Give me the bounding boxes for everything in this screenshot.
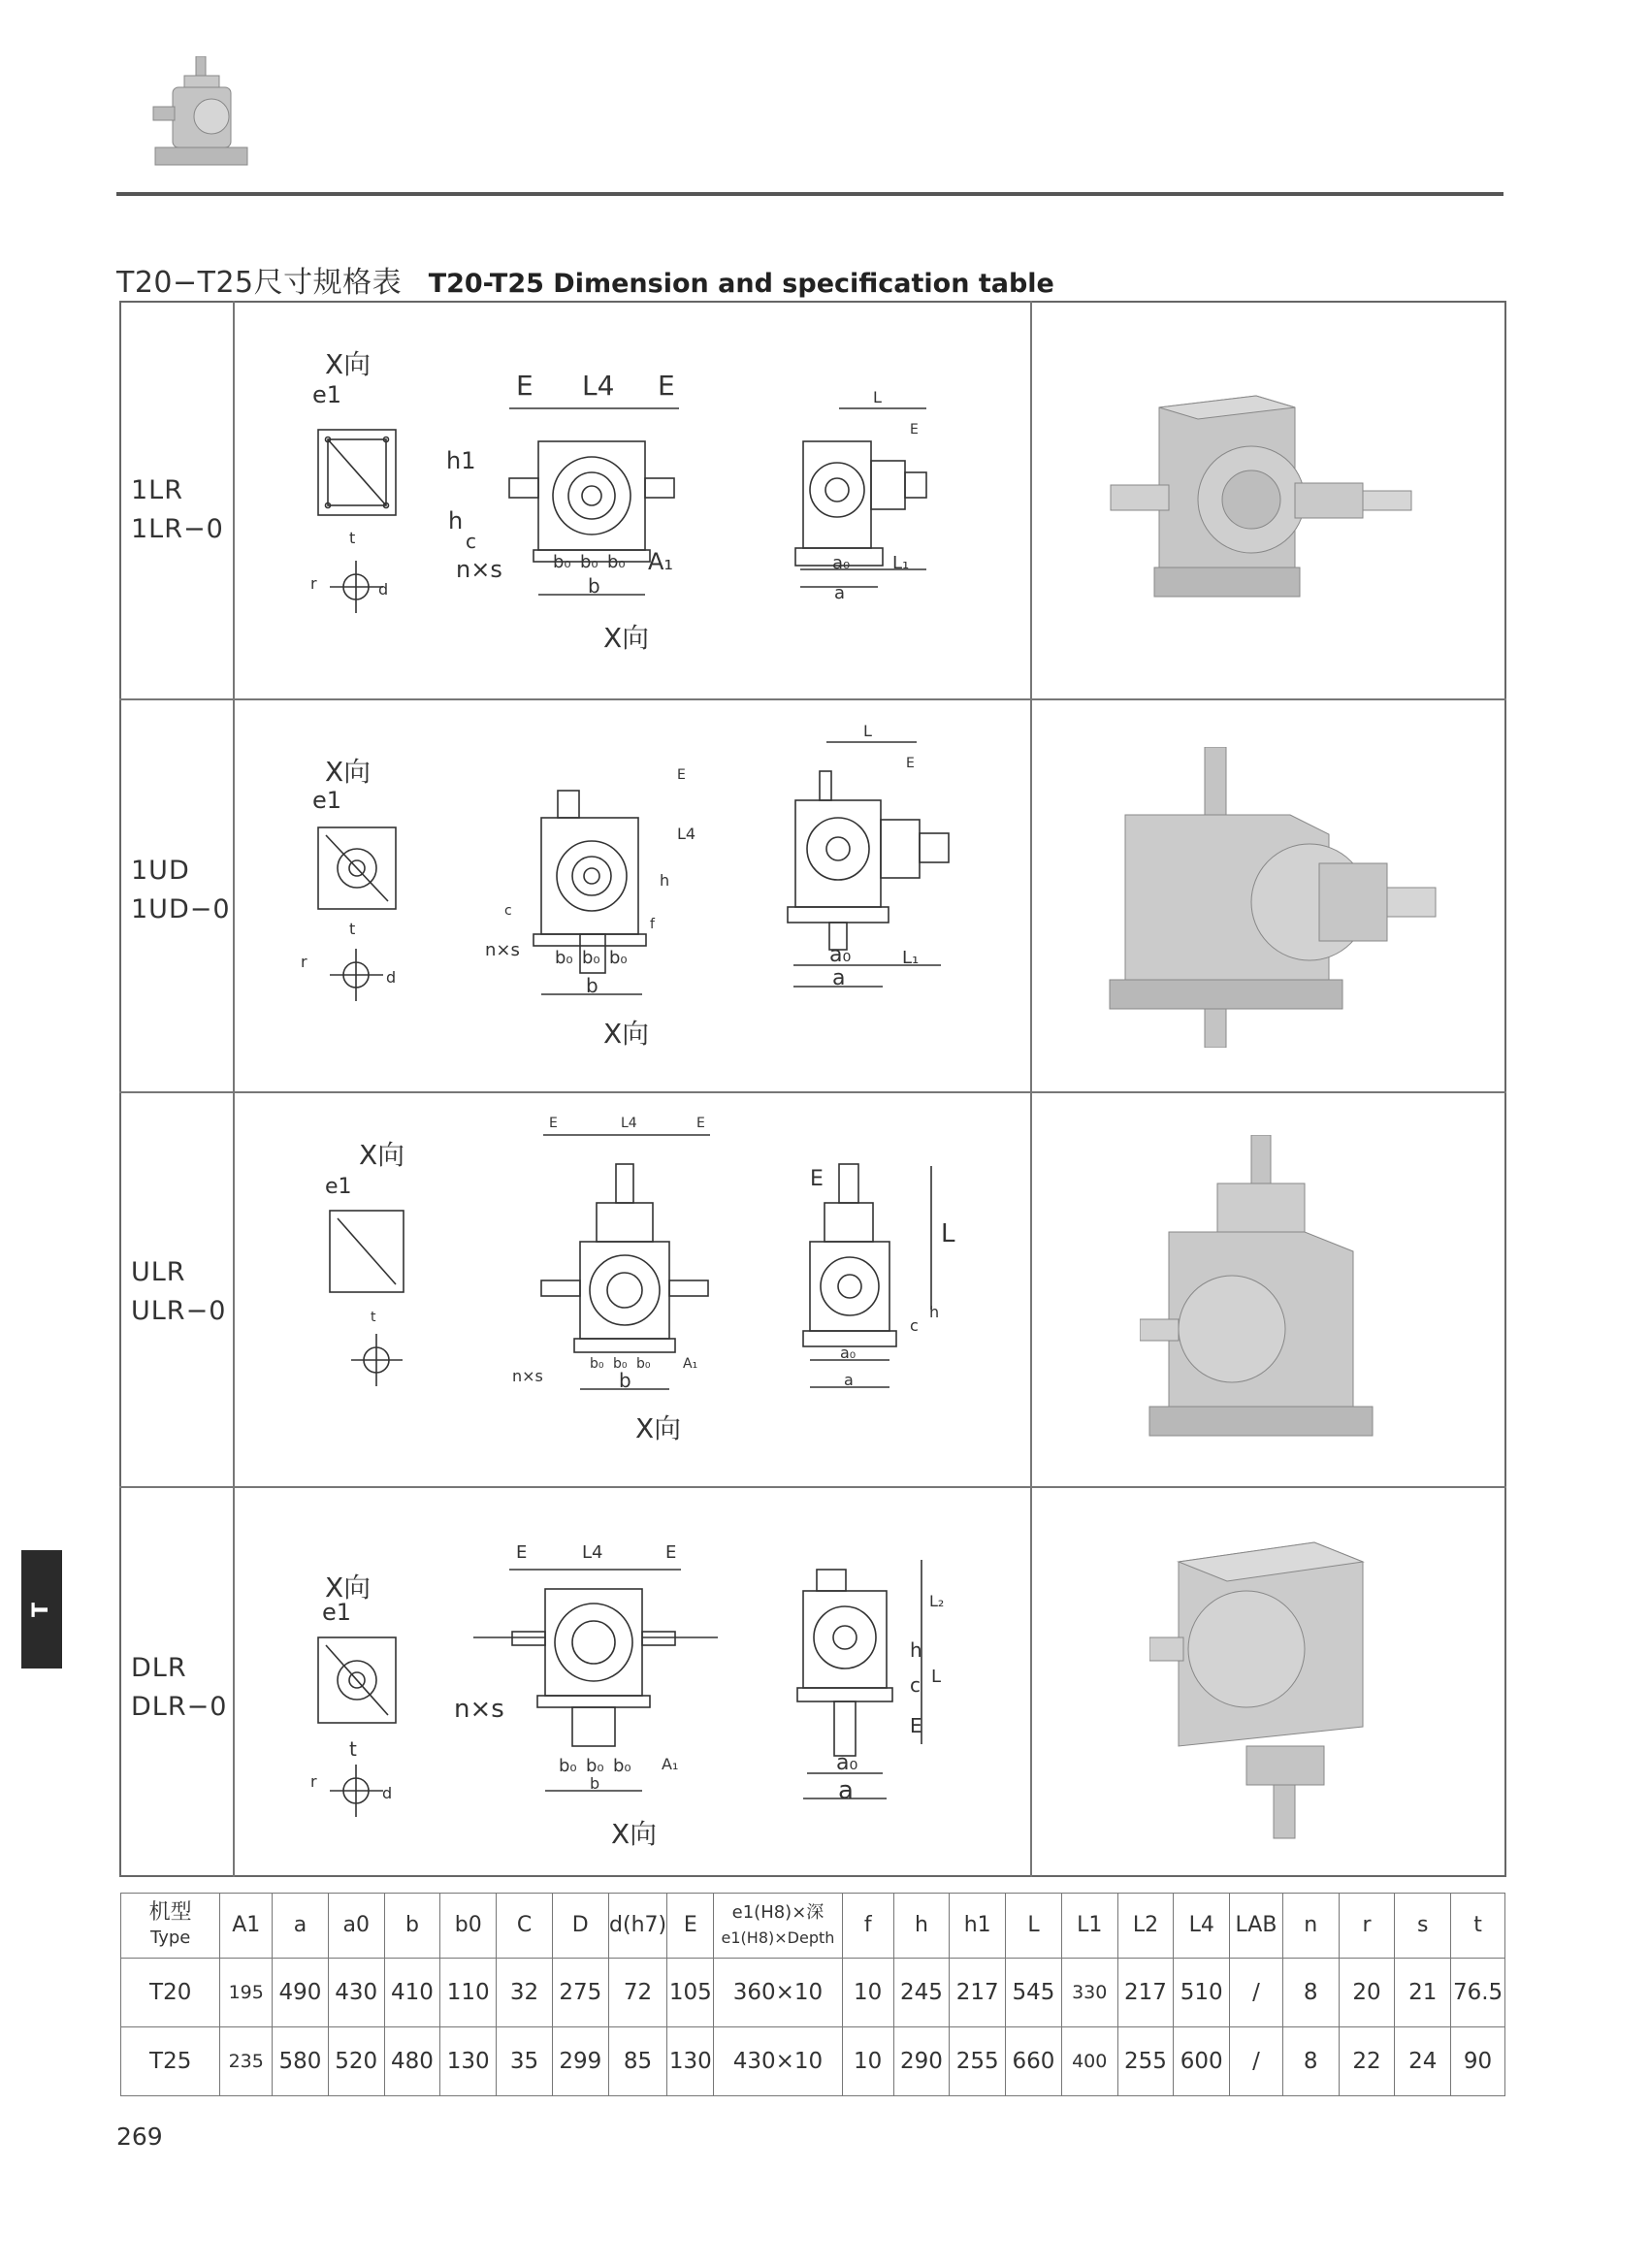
x-dir-label: X向	[611, 1818, 658, 1850]
drawing-dlr	[262, 1502, 1018, 1870]
table-cell: /	[1230, 2027, 1283, 2096]
t-label: t	[349, 920, 356, 938]
col-header: b0	[440, 1894, 497, 1959]
col-header: L	[1006, 1894, 1062, 1959]
page-number: 269	[116, 2122, 163, 2151]
b0-label: b₀	[636, 1356, 651, 1372]
header-sub: Type	[150, 1928, 191, 1948]
table-cell: 90	[1451, 2027, 1505, 2096]
table-cell: 299	[552, 2027, 608, 2096]
photo-ulr-gearbox	[1140, 1135, 1392, 1445]
row-label-1lr	[131, 471, 224, 549]
A1-label: A₁	[683, 1356, 698, 1372]
label-line: 1LR	[131, 475, 183, 505]
label-line: ULR	[131, 1257, 186, 1287]
c-label: c	[466, 530, 476, 553]
e1-label: e1	[325, 1175, 352, 1199]
table-cell: 545	[1006, 1959, 1062, 2027]
table-cell: 130	[667, 2027, 714, 2096]
photo-1ud-gearbox	[1096, 747, 1445, 1048]
grid-row-divider-1	[119, 698, 1506, 700]
b0-label: b₀	[613, 1356, 628, 1372]
table-cell: 235	[220, 2027, 273, 2096]
a-label: a	[832, 966, 846, 990]
header-gearbox-logo	[146, 56, 257, 182]
table-cell: 520	[328, 2027, 384, 2096]
table-header-row	[121, 1894, 1505, 1959]
title-en: T20-T25 Dimension and specification table	[428, 269, 1054, 299]
table-cell: 10	[842, 2027, 893, 2096]
a0-label: a₀	[840, 1344, 857, 1362]
col-header: C	[497, 1894, 553, 1959]
col-header: b	[384, 1894, 440, 1959]
e1-label: e1	[312, 787, 342, 814]
h1-label: h1	[446, 447, 476, 474]
drawing-1lr	[262, 344, 1018, 674]
table-cell: 245	[893, 1959, 950, 2027]
drawing-1ud	[262, 713, 1018, 1082]
label-line: DLR−0	[131, 1692, 228, 1722]
table-cell: 490	[273, 1959, 329, 2027]
x-dir-label: X向	[325, 756, 372, 788]
L-label: L	[941, 1219, 955, 1248]
table-cell: 430×10	[714, 2027, 843, 2096]
col-header: s	[1395, 1894, 1451, 1959]
col-header: n	[1282, 1894, 1339, 1959]
E-label: E	[516, 1542, 528, 1563]
nxs-label: n×s	[456, 556, 502, 583]
c-label: c	[504, 903, 512, 919]
page-title	[116, 258, 1054, 301]
b0-label: b₀	[613, 1756, 631, 1776]
x-dir-label: X向	[635, 1412, 682, 1444]
header-main: e1(H8)×深	[731, 1902, 824, 1923]
table-cell: 275	[552, 1959, 608, 2027]
b0-label: b₀	[580, 552, 598, 572]
col-header-e1	[714, 1894, 843, 1959]
b-label: b	[619, 1369, 631, 1392]
table-cell: 430	[328, 1959, 384, 2027]
table-row	[121, 2027, 1505, 2096]
col-header: h1	[950, 1894, 1006, 1959]
x-dir-label: X向	[603, 1018, 650, 1050]
col-header: A1	[220, 1894, 273, 1959]
c-label: c	[910, 1316, 919, 1335]
b-label: b	[588, 574, 600, 598]
side-tab-label: T	[29, 1602, 54, 1617]
table-cell: 24	[1395, 2027, 1451, 2096]
row-label-ulr	[131, 1253, 226, 1331]
E-label: E	[658, 370, 675, 402]
table-row	[121, 1959, 1505, 2027]
col-header-type	[121, 1894, 220, 1959]
E-label: E	[677, 767, 686, 783]
col-header: D	[552, 1894, 608, 1959]
table-cell: 105	[667, 1959, 714, 2027]
table-cell: 290	[893, 2027, 950, 2096]
photo-dlr-gearbox	[1149, 1523, 1392, 1843]
table-cell: 217	[1117, 1959, 1174, 2027]
t-label: t	[349, 529, 356, 547]
x-dir-label: X向	[359, 1139, 405, 1171]
table-cell: 8	[1282, 2027, 1339, 2096]
label-line: DLR	[131, 1653, 187, 1683]
h-label: h	[929, 1303, 940, 1321]
grid-row-divider-3	[119, 1486, 1506, 1488]
L-label: L	[931, 1667, 942, 1687]
table-cell: 110	[440, 1959, 497, 2027]
col-header: LAB	[1230, 1894, 1283, 1959]
L1-label: L₁	[902, 948, 920, 968]
d-label: d	[386, 968, 397, 987]
table-cell: 580	[273, 2027, 329, 2096]
E-label: E	[906, 756, 915, 771]
label-line: 1LR−0	[131, 514, 224, 544]
h-label: h	[448, 507, 464, 535]
table-cell: 330	[1061, 1959, 1117, 2027]
table-cell: 130	[440, 2027, 497, 2096]
table-cell: 35	[497, 2027, 553, 2096]
a0-label: a₀	[829, 943, 852, 967]
col-header: d(h7)	[608, 1894, 667, 1959]
grid-divider-label	[233, 301, 235, 1877]
L4-label: L4	[582, 370, 615, 402]
b0-label: b₀	[582, 948, 600, 968]
b0-label: b₀	[590, 1356, 604, 1372]
r-label: r	[301, 953, 307, 971]
table-cell: 360×10	[714, 1959, 843, 2027]
photo-1lr-gearbox	[1101, 388, 1431, 611]
table-cell: 600	[1174, 2027, 1230, 2096]
E-label: E	[696, 1116, 705, 1131]
b0-label: b₀	[555, 948, 573, 968]
table-cell: 195	[220, 1959, 273, 2027]
col-header: t	[1451, 1894, 1505, 1959]
nxs-label: n×s	[454, 1695, 504, 1724]
nxs-label: n×s	[485, 940, 520, 960]
label-line: 1UD−0	[131, 894, 231, 924]
L2-label: L₂	[929, 1592, 945, 1610]
c-label: c	[910, 1673, 921, 1697]
b0-label: b₀	[586, 1756, 604, 1776]
table-cell: 32	[497, 1959, 553, 2027]
table-cell: 510	[1174, 1959, 1230, 2027]
A1-label: A₁	[662, 1755, 679, 1773]
t-label: t	[349, 1737, 357, 1761]
L-label: L	[873, 388, 882, 406]
h-label: h	[910, 1638, 922, 1662]
x-dir-label: X向	[325, 348, 372, 380]
table-cell: 21	[1395, 1959, 1451, 2027]
a-label: a	[834, 583, 846, 603]
b0-label: b₀	[553, 552, 571, 572]
table-cell: 217	[950, 1959, 1006, 2027]
table-cell: 480	[384, 2027, 440, 2096]
table-cell: 76.5	[1451, 1959, 1505, 2027]
col-header: r	[1339, 1894, 1395, 1959]
E-label: E	[810, 1167, 824, 1191]
table-cell: 255	[1117, 2027, 1174, 2096]
col-header: a	[273, 1894, 329, 1959]
col-header: E	[667, 1894, 714, 1959]
col-header: L1	[1061, 1894, 1117, 1959]
table-cell: T20	[121, 1959, 220, 2027]
header-main: 机型	[148, 1900, 192, 1925]
col-header: a0	[328, 1894, 384, 1959]
table-cell: 85	[608, 2027, 667, 2096]
row-label-dlr	[131, 1649, 227, 1727]
table-cell: 10	[842, 1959, 893, 2027]
L4-label: L4	[582, 1542, 603, 1563]
row-label-1ud	[131, 852, 231, 929]
x-dir-label: X向	[603, 622, 650, 654]
col-header: h	[893, 1894, 950, 1959]
f-label: f	[650, 917, 655, 932]
drawing-ulr	[262, 1106, 1018, 1474]
table-cell: 72	[608, 1959, 667, 2027]
col-header: L4	[1174, 1894, 1230, 1959]
L1-label: L₁	[892, 553, 910, 573]
e1-label: e1	[322, 1599, 352, 1626]
table-cell: 660	[1006, 2027, 1062, 2096]
col-header: L2	[1117, 1894, 1174, 1959]
E-label: E	[665, 1542, 677, 1563]
a0-label: a₀	[836, 1751, 858, 1775]
side-tab	[21, 1550, 62, 1669]
h-label: h	[660, 871, 670, 890]
col-header: f	[842, 1894, 893, 1959]
A1-label: A₁	[648, 548, 674, 575]
table-cell: /	[1230, 1959, 1283, 2027]
d-label: d	[382, 1784, 393, 1802]
b-label: b	[590, 1774, 600, 1793]
b0-label: b₀	[607, 552, 626, 572]
table-cell: T25	[121, 2027, 220, 2096]
x-dir-label: X向	[325, 1571, 372, 1604]
header-sub: e1(H8)×Depth	[721, 1928, 835, 1947]
E-label: E	[549, 1116, 558, 1131]
table-cell: 400	[1061, 2027, 1117, 2096]
e1-label: e1	[312, 381, 342, 408]
table-cell: 8	[1282, 1959, 1339, 2027]
table-cell: 22	[1339, 2027, 1395, 2096]
b-label: b	[586, 974, 598, 997]
E-label: E	[516, 370, 534, 402]
table-cell: 255	[950, 2027, 1006, 2096]
a-label: a	[844, 1371, 854, 1389]
label-line: ULR−0	[131, 1296, 227, 1326]
b0-label: b₀	[559, 1756, 577, 1776]
E-label: E	[910, 1714, 922, 1737]
L-label: L	[863, 722, 872, 740]
r-label: r	[310, 574, 317, 593]
grid-row-divider-2	[119, 1091, 1506, 1093]
label-line: 1UD	[131, 856, 190, 886]
title-zh: T20−T25尺寸规格表	[116, 266, 403, 300]
a0-label: a₀	[832, 553, 851, 573]
t-label: t	[371, 1310, 376, 1325]
L4-label: L4	[677, 825, 696, 843]
nxs-label: n×s	[512, 1367, 543, 1385]
E-label: E	[910, 422, 919, 437]
a-label: a	[838, 1776, 854, 1805]
d-label: d	[378, 580, 389, 599]
grid-divider-photo	[1030, 301, 1032, 1877]
header-rule	[116, 192, 1504, 196]
table-cell: 20	[1339, 1959, 1395, 2027]
spec-table	[120, 1893, 1505, 2096]
b0-label: b₀	[609, 948, 628, 968]
L4-label: L4	[621, 1116, 637, 1131]
r-label: r	[310, 1772, 317, 1791]
table-cell: 410	[384, 1959, 440, 2027]
